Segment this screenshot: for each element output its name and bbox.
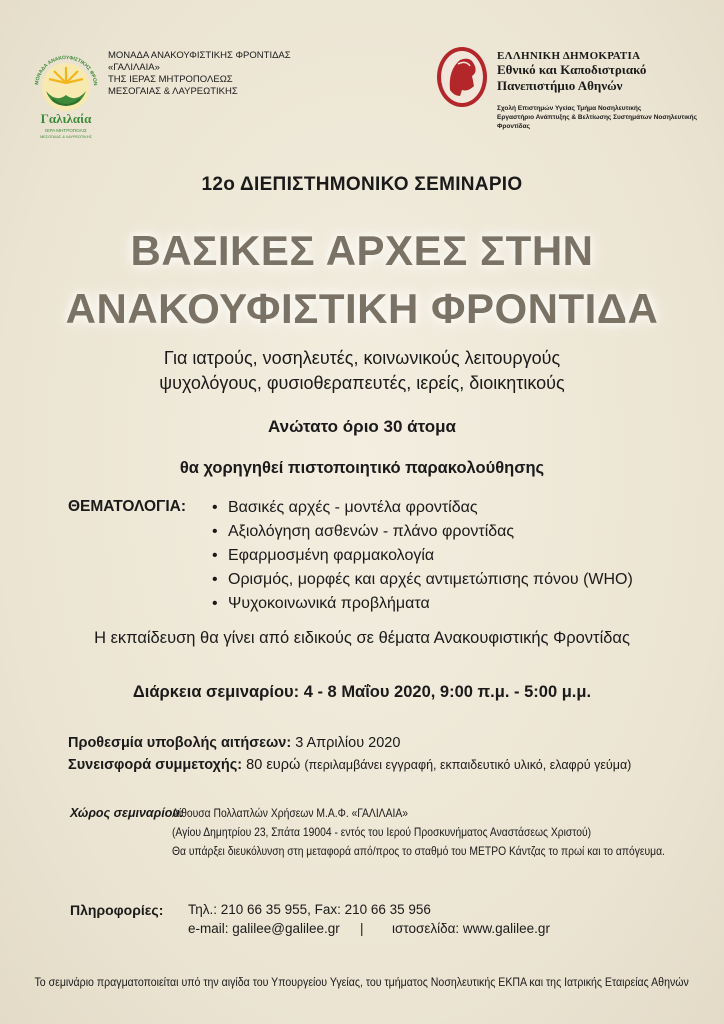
bullet-icon: • — [212, 499, 218, 516]
right-organization — [497, 50, 724, 131]
title-line-1: ΒΑΣΙΚΕΣ ΑΡΧΕΣ ΣΤΗΝ — [130, 227, 594, 274]
logo-sub-2: ΜΕΣΟΓΑΙΑΣ & ΛΑΥΡΕΩΤΙΚΗΣ — [40, 135, 92, 139]
topic-text: Ορισμός, μορφές και αρχές αντιμετώπισης πόνου (WHO) — [228, 571, 633, 588]
topics-list — [212, 496, 633, 616]
deadline-value: 3 Απριλίου 2020 — [291, 735, 401, 751]
audience-line-2: ψυχολόγους, φυσιοθεραπευτές, ιερείς, διοικητικούς — [159, 373, 565, 393]
list-item — [212, 592, 633, 616]
website-link[interactable]: ιστοσελίδα: www.galilee.gr — [392, 921, 550, 936]
training-note: Η εκπαίδευση θα γίνει από ειδικούς σε θέματα Ανακουφιστικής Φροντίδας — [94, 629, 630, 647]
bullet-icon: • — [212, 523, 218, 540]
logo-arc-text: ΜΟΝΑΔΑ ΑΝΑΚΟΥΦΙΣΤΙΚΗΣ ΦΡΟΝ — [34, 54, 99, 86]
deadline-label: Προθεσμία υποβολής αιτήσεων: — [68, 735, 292, 751]
venue-line-1: Αίθουσα Πολλαπλών Χρήσεων Μ.Α.Φ. «ΓΑΛΙΛΑΙΑ» — [172, 806, 408, 820]
topic-text: Βασικές αρχές - μοντέλα φροντίδας — [228, 499, 478, 516]
list-item — [212, 544, 633, 568]
fee-note: (περιλαμβάνει εγγραφή, εκπαιδευτικό υλικό, ελαφρύ γεύμα) — [304, 758, 632, 772]
left-org-line: «ΓΑΛΙΛΑΙΑ» — [108, 62, 160, 73]
bullet-icon: • — [212, 571, 218, 588]
page-title — [0, 222, 724, 338]
venue-line-3: Θα υπάρξει διευκόλυνση στη μεταφορά από/προς το σταθμό του ΜΕΤΡΟ Κάντζας το πρωί και το απόγευμα. — [172, 844, 665, 858]
bullet-icon: • — [212, 547, 218, 564]
university-emblem-icon — [436, 46, 488, 108]
topic-text: Αξιολόγηση ασθενών - πλάνο φροντίδας — [228, 523, 515, 540]
phone-fax: Τηλ.: 210 66 35 955, Fax: 210 66 35 956 — [188, 902, 431, 917]
audience-line-1: Για ιατρούς, νοσηλευτές, κοινωνικούς λειτουργούς — [163, 348, 561, 368]
footer-text: Το σεμινάριο πραγματοποιείται υπό την αιγίδα του Υπουργείου Υγείας, του τμήματος Νοσηλευτικής ΕΚΠΑ και της Ιατρικής Εταιρείας Αθηνών — [34, 977, 690, 989]
topics-label: ΘΕΜΑΤΟΛΟΓΙΑ: — [68, 498, 186, 515]
logo-name: Γαλιλαία — [40, 111, 92, 126]
logo-sub-1: ΙΕΡΑ ΜΗΤΡΟΠΟΛΙΣ — [45, 128, 87, 133]
fee-label: Συνεισφορά συμμετοχής: — [68, 757, 243, 773]
participation-fee — [68, 757, 631, 773]
list-item — [212, 568, 633, 592]
list-item — [212, 496, 633, 520]
fee-value: 80 ευρώ — [242, 757, 305, 773]
left-org-line: ΜΟΝΑΔΑ ΑΝΑΚΟΥΦΙΣΤΙΚΗΣ ΦΡΟΝΤΙΔΑΣ — [108, 50, 291, 61]
university-name-2: Πανεπιστήμιο Αθηνών — [497, 78, 623, 93]
school-line: Σχολή Επιστημών Υγείας Τμήμα Νοσηλευτικής — [497, 105, 642, 112]
topic-text: Ψυχοκοινωνικά προβλήματα — [228, 595, 430, 612]
bullet-icon: • — [212, 595, 218, 612]
left-org-line: ΤΗΣ ΙΕΡΑΣ ΜΗΤΡΟΠΟΛΕΩΣ — [108, 74, 233, 85]
lab-line: Εργαστήριο Ανάπτυξης & Βελτίωσης Συστημάτων Νοσηλευτικής Φροντίδας — [497, 114, 697, 130]
university-name-1: Εθνικό και Καποδιστριακό — [497, 62, 647, 77]
seminar-number: 12ο ΔΙΕΠΙΣΤΗΜΟΝΙΚΟ ΣΕΜΙΝΑΡΙΟ — [201, 174, 523, 195]
topic-text: Εφαρμοσμένη φαρμακολογία — [228, 547, 435, 564]
application-deadline — [68, 735, 400, 751]
email-link[interactable]: e-mail: galilee@galilee.gr — [188, 921, 340, 936]
separator: | — [360, 921, 364, 936]
left-organization — [108, 50, 291, 98]
certificate-note: θα χορηγηθεί πιστοποιητικό παρακολούθησης — [179, 459, 545, 477]
galilaia-logo — [30, 45, 102, 145]
info-label: Πληροφορίες: — [70, 902, 164, 918]
audience — [0, 346, 724, 396]
title-line-2: ΑΝΑΚΟΥΦΙΣΤΙΚΗ ΦΡΟΝΤΙΔΑ — [65, 285, 659, 332]
venue-details — [172, 804, 665, 861]
venue-line-2: (Αγίου Δημητρίου 23, Σπάτα 19004 - εντός του Ιερού Προσκυνήματος Αναστάσεως Χριστού) — [172, 825, 592, 839]
seminar-duration: Διάρκεια σεμιναρίου: 4 - 8 Μαΐου 2020, 9:00 π.μ. - 5:00 μ.μ. — [132, 683, 592, 701]
left-org-line: ΜΕΣΟΓΑΙΑΣ & ΛΑΥΡΕΩΤΙΚΗΣ — [108, 86, 238, 97]
footer-note — [0, 977, 724, 989]
republic-label: ΕΛΛΗΝΙΚΗ ΔΗΜΟΚΡΑΤΙΑ — [497, 50, 641, 62]
list-item — [212, 520, 633, 544]
max-participants: Ανώτατο όριο 30 άτομα — [268, 417, 456, 436]
venue-label: Χώρος σεμιναρίου: — [70, 806, 184, 820]
